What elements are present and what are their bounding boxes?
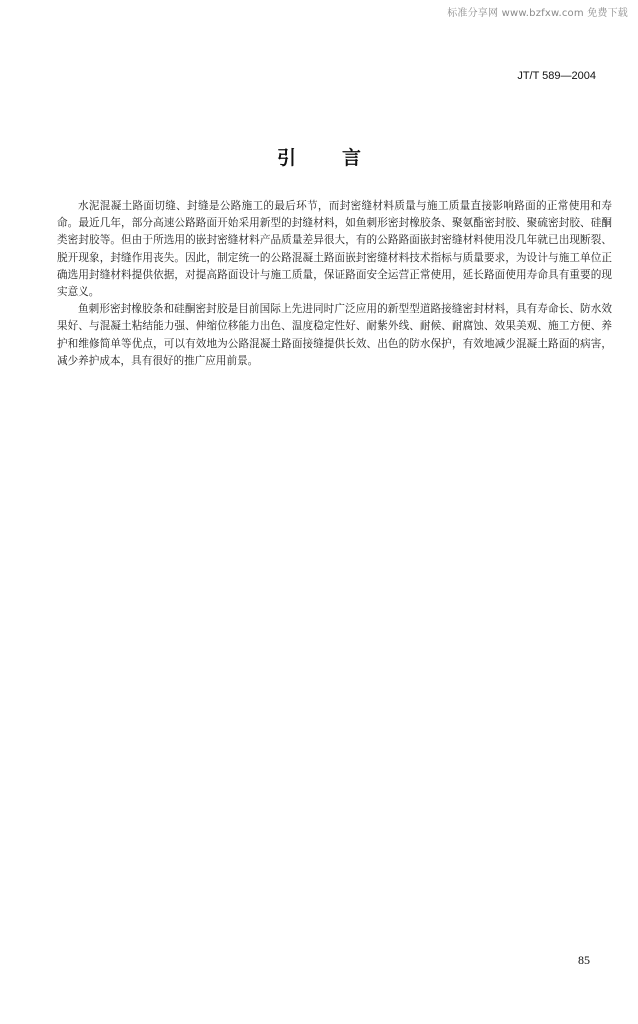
paragraph-1: 水泥混凝土路面切缝、封缝是公路施工的最后环节，而封密缝材料质量与施工质量直接影响路面的正常使用和寿命。最近几年，部分高速公路路面开始采用新型的封缝材料，如鱼刺形密封橡胶条、聚氨酯密封胶、聚硫密封胶、硅酮类密封胶等。但由于所选用的嵌封密缝材料产品质量差异很大，有的公路路面嵌封密缝材料使用没几年就已出现断裂、脱开现象，封缝作用丧失。因此，制定统一的公路混凝土路面嵌封密缝材料技术指标与质量要求，为设计与施工单位正确选用封缝材料提供依据，对提高路面设计与施工质量，保证路面安全运营正常使用，延长路面使用寿命具有重要的现实意义。 [57,200,612,299]
page-number: 85 [578,953,590,967]
watermark-text: 标准分享网 www.bzfxw.com 免费下载 [447,8,628,19]
paragraph-2: 鱼刺形密封橡胶条和硅酮密封胶是目前国际上先进同时广泛应用的新型型道路接缝密封材料，具有寿命长、防水效果好、与混凝土粘结能力强、伸缩位移能力出色、温度稳定性好、耐紫外线、耐候、耐腐蚀、效果美观、施工方便、养护和维修简单等优点，可以有效地为公路混凝土路面接缝提供长效、出色的防水保护，有效地减少混凝土路面的病害，减少养护成本，具有很好的推广应用前景。 [57,303,612,367]
standard-code: JT/T 589—2004 [517,70,596,82]
page-title: 引言 [276,147,407,169]
body-text [57,198,612,370]
